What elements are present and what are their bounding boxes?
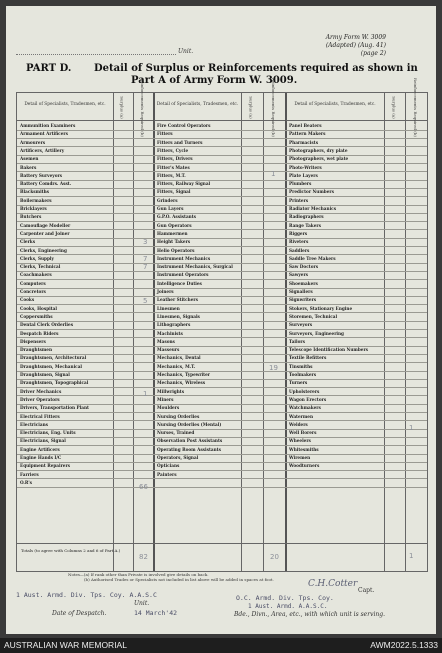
row-line	[17, 163, 427, 164]
row-line	[17, 429, 427, 430]
table-row: Coppersmiths	[20, 313, 53, 319]
table-row: Farriers	[20, 471, 39, 477]
table-row: Mechanics, Dental	[157, 355, 201, 361]
table-row: Textile Refitters	[289, 355, 327, 361]
table-row: Camouflage Modeller	[20, 222, 71, 228]
table-row: Turners	[289, 380, 308, 386]
header-text: Reinforcements Required (b)	[271, 77, 276, 137]
header-required-3	[405, 77, 427, 137]
divider	[285, 93, 287, 571]
row-line	[17, 155, 427, 156]
entry-clerks-supply: 7	[143, 255, 148, 263]
row-line	[17, 279, 427, 280]
table-row: Computers	[20, 280, 46, 286]
table-row: Asemen	[20, 156, 39, 162]
entry-mechanics-mt: 19	[269, 364, 278, 372]
table-row: Photo-Writers	[289, 164, 322, 170]
form-sheet	[6, 6, 436, 634]
table-row: Joiners	[157, 289, 174, 294]
divider	[133, 93, 134, 571]
header-text: Detail of Specialists, Tradesmen, etc.	[156, 102, 239, 107]
divider	[384, 93, 385, 571]
totals-label: Totals (to agree with Columns 2 and 6 of Part A.)	[21, 548, 121, 553]
header-text: Surplus (a)	[392, 95, 398, 119]
row-line	[17, 395, 427, 396]
entry-cooks: 5	[143, 297, 148, 305]
table-row: Boilermakers	[20, 197, 52, 203]
header-text: Reinforcements Required (b)	[140, 77, 145, 137]
table-row: Armament Artificers	[20, 131, 68, 137]
table-row: Draughtsmen, Topographical	[20, 380, 89, 386]
table-row: Millwrights	[157, 388, 185, 394]
table-row: Machinists	[157, 330, 183, 336]
header-rot	[247, 95, 256, 119]
table-row: Observation Post Assistants	[157, 438, 223, 444]
table-row: Fitters	[157, 131, 173, 137]
divider	[113, 93, 114, 571]
row-line	[17, 180, 427, 181]
part-label: PART D.	[26, 63, 72, 74]
divider	[263, 93, 264, 571]
table-row: Radiator Mechanics	[289, 206, 337, 211]
table-row: Fitters, Signal	[157, 189, 191, 195]
header-text: Detail of Specialists, Tradesmen, etc.	[294, 102, 376, 107]
table-row: Fitters, M.T.	[157, 172, 186, 178]
row-line	[17, 337, 427, 338]
header-required-1	[133, 77, 153, 137]
table-row: Operating Room Assistants	[157, 446, 221, 452]
table-row: Toolmakers	[289, 372, 317, 377]
form-adapted: (Adapted) (Aug. 41)	[325, 42, 386, 49]
table-row: Moulders	[157, 405, 180, 411]
header-rot	[118, 95, 127, 119]
table-row: Artificers, Artillery	[20, 147, 65, 153]
table-row: Cooks	[20, 297, 35, 303]
table-row: Dispensers	[20, 338, 46, 344]
table-row: Driver Mechanics	[20, 388, 62, 394]
signature: C.H.Cotter	[308, 579, 358, 589]
table-row: Linesmen, Signals	[157, 313, 200, 319]
table-row: Gun Operators	[157, 222, 192, 228]
entry-ors: 66	[139, 483, 148, 491]
table-row: Nursing Orderlies	[157, 413, 200, 419]
table-row: Welders	[289, 421, 308, 427]
total-col1: 82	[139, 553, 148, 561]
table-row: Surveyors	[289, 322, 313, 328]
total-col3: 1	[409, 552, 414, 560]
table-row: Electricians, Eng. Units	[20, 430, 76, 436]
table-row: Driver Operators	[20, 396, 60, 402]
row-line	[17, 412, 427, 413]
entry-clerks: 3	[143, 238, 148, 246]
entry-fitters-mt: 1	[271, 170, 276, 178]
signature-rank: Capt.	[358, 587, 375, 594]
table-row: Fitters, Drivers	[157, 156, 193, 162]
bde-label: Bde., Divn., Area, etc., with which unit is serving.	[234, 611, 385, 618]
table-row: Fitters and Turners	[157, 139, 203, 145]
form-number: Army Form W. 3009	[325, 34, 386, 41]
row-line	[17, 321, 427, 322]
table-row: Sawyers	[289, 272, 309, 278]
table-row: Signwriters	[289, 297, 317, 303]
table-row: Clerks, Engineering	[20, 247, 67, 253]
row-line	[17, 312, 427, 313]
table-row: Instrument Mechanics	[157, 255, 211, 261]
header-surplus-1	[113, 93, 133, 121]
divider	[153, 93, 155, 571]
row-line	[17, 246, 427, 247]
table-row: Dental Clerk Orderlies	[20, 322, 74, 328]
table-row: Saddlers	[289, 247, 310, 253]
dispatch-date: 14 March'42	[134, 609, 178, 617]
table-row: Helio Operators	[157, 247, 195, 253]
row-line	[17, 371, 427, 372]
table-row: Draughtsmen	[20, 347, 52, 353]
table-row: Whitesmiths	[289, 446, 319, 452]
header-text: Surplus (a)	[120, 95, 126, 119]
row-line	[17, 387, 427, 388]
header-rot	[269, 77, 278, 137]
row-line	[17, 487, 427, 488]
table-row: Fitter's Mates	[157, 164, 190, 170]
table-row: Draughtsmen, Mechanical	[20, 363, 83, 369]
row-line	[17, 445, 427, 446]
table-row: Masons	[157, 338, 175, 344]
table-row: Pattern Makers	[289, 131, 326, 137]
entry-driver-mechanics: 1	[143, 390, 148, 398]
table-row: Coachmakers	[20, 272, 52, 278]
commander-unit: 1 Aust. Armd. A.A.S.C.	[248, 603, 328, 610]
table-row: Armourers	[20, 139, 46, 145]
table-row: Photographers, wet plate	[289, 156, 349, 162]
table-row: Opticians	[157, 463, 180, 469]
row-line	[17, 146, 427, 147]
table-row: Bricklayers	[20, 206, 47, 211]
table-row: Operators, Signal	[157, 455, 199, 460]
row-line	[17, 420, 427, 421]
table-row: Clerks, Technical	[20, 264, 61, 270]
header-rot	[411, 77, 420, 137]
table-row: Electricians	[20, 421, 48, 427]
table-row: Draughtsmen, Architectural	[20, 355, 87, 361]
table-row: Mechanics, M.T.	[157, 363, 196, 369]
form-page: (page 2)	[360, 50, 386, 57]
table-row: G.P.O. Assistants	[157, 214, 197, 220]
row-line	[17, 462, 427, 463]
table-row: Panel Beaters	[289, 123, 322, 128]
table-row: Nurses, Trained	[157, 430, 195, 436]
table-row: Mechanics, Typewriter	[157, 372, 210, 377]
table-row: Plate Layers	[289, 172, 318, 178]
divider	[241, 93, 242, 571]
table-row: Ammunition Examiners	[20, 123, 76, 128]
table-row: Linesmen	[157, 305, 180, 311]
header-text: Surplus (a)	[249, 95, 255, 119]
table-row: Printers	[289, 197, 309, 203]
row-line	[17, 213, 427, 214]
table-row: Height Takers	[157, 239, 191, 245]
table-row: Instrument Mechanics, Surgical	[157, 264, 233, 270]
table-row: Riggers	[289, 230, 308, 236]
table-row: O.R's	[20, 479, 32, 485]
table-row: Fitters, Railway Signal	[157, 181, 211, 187]
row-line	[17, 188, 427, 189]
table-row: Masseurs	[157, 347, 180, 353]
table-row: Butchers	[20, 214, 42, 220]
row-line	[17, 130, 427, 131]
table-row: Fitters, Cycle	[157, 147, 189, 153]
unit-top-label: Unit.	[178, 48, 194, 55]
header-specialists-3	[286, 93, 384, 121]
unit-top-line	[16, 54, 176, 55]
header-text: Detail of Specialists, Tradesmen, etc.	[24, 102, 106, 107]
table-row: Miners	[157, 396, 174, 402]
footer-left: AUSTRALIAN WAR MEMORIAL	[4, 640, 127, 650]
row-line	[17, 171, 427, 172]
table-row: Well Borers	[289, 430, 317, 436]
dispatch-label: Date of Despatch.	[52, 610, 107, 617]
table-row: Carpenter and Joiner	[20, 230, 70, 236]
table-row: Grinders	[157, 197, 178, 203]
note-b: (b) Authorised Trades or Specialists not included in list above will be added in spaces at foot.	[84, 577, 274, 582]
table-row: Gun Layers	[157, 206, 184, 211]
unit-caption: Unit.	[134, 600, 150, 607]
table-row: Watchmakers	[289, 405, 321, 411]
table-row: Equipment Repairers	[20, 463, 71, 469]
row-line	[17, 254, 427, 255]
title-line-2: Part A of Army Form W. 3009.	[131, 75, 298, 86]
row-line	[17, 288, 427, 289]
table-row: Shoemakers	[289, 280, 318, 286]
header-rot	[138, 77, 147, 137]
table-row: Instrument Operators	[157, 272, 209, 278]
footer-right: AWM2022.5.1333	[370, 640, 438, 650]
table-row: Engine Artificers	[20, 446, 60, 452]
row-line	[17, 304, 427, 305]
table-row: Riveters	[289, 239, 309, 245]
row-line	[17, 229, 427, 230]
row-line	[17, 221, 427, 222]
table-row: Saddle Tree Makers	[289, 255, 336, 261]
table-row: Electrical Fitters	[20, 413, 60, 419]
row-line	[17, 238, 427, 239]
row-line	[17, 138, 427, 139]
table-row: Battery Comdrs. Asst.	[20, 181, 72, 187]
table-row: Storemen, Technical	[289, 313, 338, 319]
table-row: Stokers, Stationary Engine	[289, 305, 353, 311]
table-row: Tailors	[289, 338, 305, 344]
entry-welders: 1	[409, 424, 414, 432]
table-row: Fire Control Operators	[157, 123, 211, 128]
row-line	[17, 470, 427, 471]
header-rot	[390, 95, 399, 119]
unit-value: 1 Aust. Armd. Div. Tps. Coy. A.A.S.C	[16, 591, 157, 599]
table-row: Saw Doctors	[289, 264, 319, 270]
table-row: Lithographers	[157, 322, 191, 328]
table-row: Engine Hands I/C	[20, 455, 62, 460]
table-row: Battery Surveyors	[20, 172, 63, 178]
table-row: Signallers	[289, 289, 313, 294]
table-row: Telescope Identification Numbers	[289, 347, 369, 353]
header-specialists-1	[17, 93, 113, 121]
note-a: Notes—(a) If rank other than Private is involved give details on back.	[68, 572, 209, 577]
header-surplus-3	[384, 93, 405, 121]
table-row: Electricians, Signal	[20, 438, 66, 444]
header-text: Reinforcements Required (b)	[413, 77, 418, 137]
table-row: Surveyors, Engineering	[289, 330, 344, 336]
table-row: Painters	[157, 471, 177, 477]
table-row: Intelligence Duties	[157, 280, 202, 286]
table-row: Cooks, Hospital	[20, 305, 57, 311]
table-row: Watermen	[289, 413, 313, 419]
table-row: Wiremen	[289, 455, 311, 460]
table-row: Predictor Numbers	[289, 189, 334, 195]
table-row: Woodturners	[289, 463, 320, 469]
table-row: Pharmacists	[289, 139, 319, 145]
row-line	[17, 205, 427, 206]
archive-footer	[0, 638, 442, 653]
header-required-2	[263, 77, 285, 137]
row-line	[17, 454, 427, 455]
header-surplus-2	[241, 93, 263, 121]
table-row: Hammermen	[157, 230, 188, 236]
header-specialists-2	[154, 93, 241, 121]
commander-title: O.C. Armd. Div. Tps. Coy.	[236, 594, 334, 602]
table-row: Range Takers	[289, 222, 321, 228]
form-identifier	[326, 34, 386, 58]
total-col2: 20	[270, 553, 279, 561]
divider	[405, 93, 406, 571]
row-line	[17, 196, 427, 197]
table-row: Upholsterers	[289, 388, 320, 394]
entry-clerks-technical: 7	[143, 263, 148, 271]
row-line	[17, 329, 427, 330]
row-line	[17, 296, 427, 297]
totals-divider	[17, 543, 427, 544]
table-row: Despatch Riders	[20, 330, 59, 336]
table-row: Draughtsmen, Signal	[20, 372, 70, 377]
table-row: Leather Stitchers	[157, 297, 198, 303]
table-row: Photographers, dry plate	[289, 147, 348, 153]
table-row: Drivers, Transportation Plant	[20, 405, 89, 411]
table-row: Bakers	[20, 164, 37, 170]
table-row: Tinsmiths	[289, 363, 313, 369]
row-line	[17, 478, 427, 479]
table-row: Clerks, Supply	[20, 255, 54, 261]
table-row: Wagon Erectors	[289, 396, 327, 402]
table-row: Clerks	[20, 239, 36, 245]
table-row: Blacksmiths	[20, 189, 50, 195]
row-line	[17, 271, 427, 272]
notes	[68, 572, 274, 582]
table-row: Concretors	[20, 289, 46, 294]
table-row: Plumbers	[289, 181, 312, 187]
table-row: Mechanics, Wireless	[157, 380, 206, 386]
table-row: Radiographers	[289, 214, 324, 220]
table-row: Wheelers	[289, 438, 311, 444]
title-line-1: Detail of Surplus or Reinforcements required as shown in	[94, 63, 418, 74]
table-row: Nursing Orderlies (Mental)	[157, 421, 222, 427]
